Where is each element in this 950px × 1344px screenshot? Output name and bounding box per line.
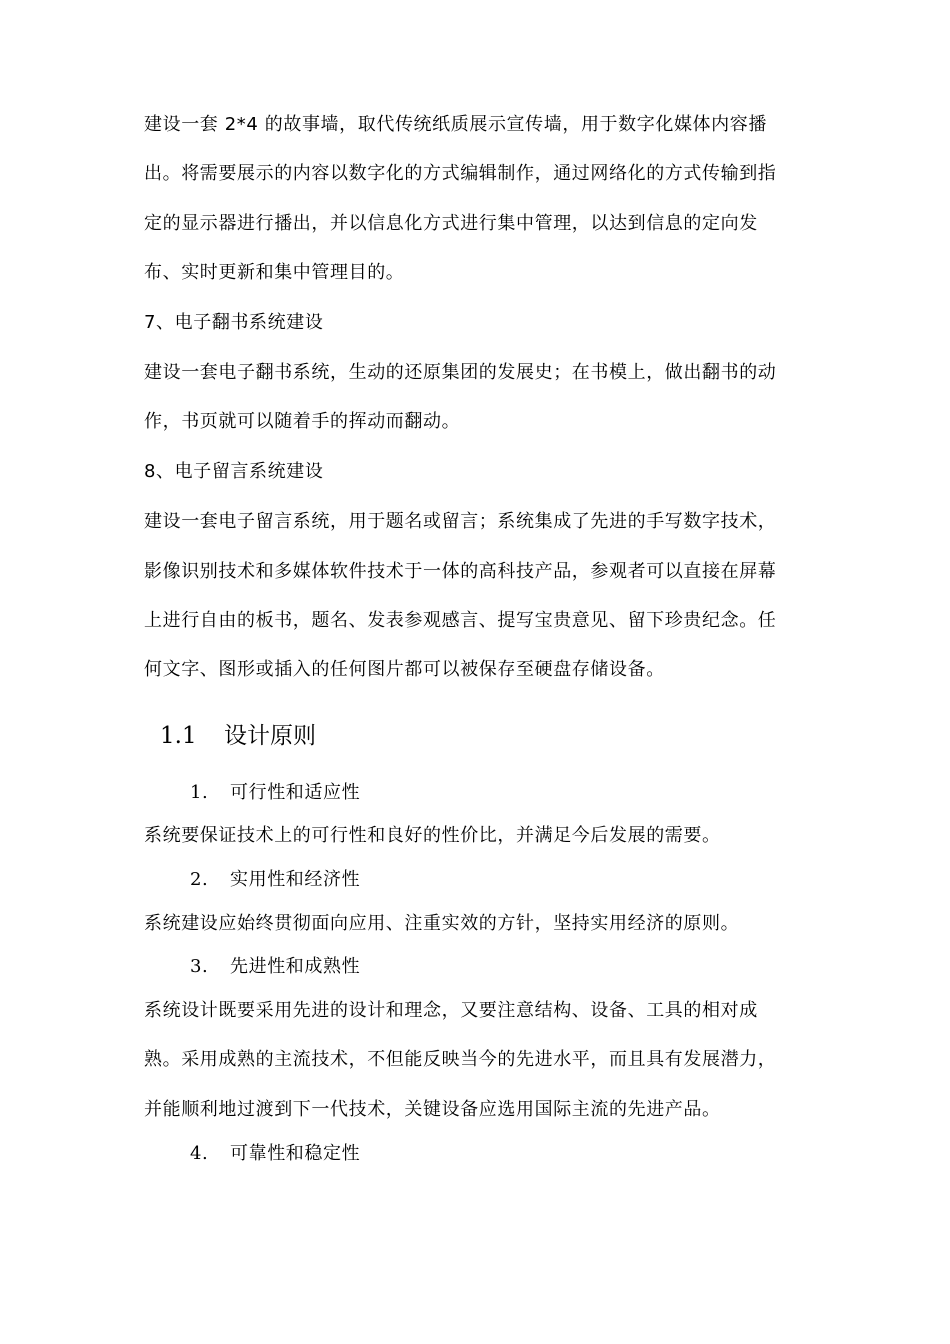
paragraph-line: 熟。采用成熟的主流技术，不但能反映当今的先进水平，而且具有发展潜力， (144, 1049, 777, 1070)
paragraph-line: 并能顺利地过渡到下一代技术，关键设备应选用国际主流的先进产品。 (144, 1099, 721, 1120)
item-7-title: 7、电子翻书系统建设 (144, 312, 324, 333)
principle-title (190, 955, 360, 979)
section-number: 1.1 (160, 723, 197, 749)
section-heading (160, 722, 316, 750)
principle-title (190, 781, 360, 805)
principle-number: 4. (190, 1143, 209, 1164)
paragraph-line: 布、实时更新和集中管理目的。 (144, 262, 405, 283)
principle-number: 3. (190, 956, 209, 977)
paragraph-line: 出。将需要展示的内容以数字化的方式编辑制作，通过网络化的方式传输到指 (144, 163, 777, 184)
principle-label: 实用性和经济性 (230, 869, 361, 890)
item-8-title: 8、电子留言系统建设 (144, 461, 324, 482)
paragraph-line: 作，书页就可以随着手的挥动而翻动。 (144, 411, 461, 432)
principle-number: 1. (190, 782, 209, 803)
principle-label: 可靠性和稳定性 (230, 1143, 361, 1164)
paragraph-line: 系统设计既要采用先进的设计和理念，又要注意结构、设备、工具的相对成 (144, 1000, 758, 1021)
principle-title (190, 868, 360, 892)
principle-label: 可行性和适应性 (230, 782, 361, 803)
paragraph-line: 建设一套 2*4 的故事墙，取代传统纸质展示宣传墙，用于数字化媒体内容播 (144, 114, 767, 135)
paragraph-line: 上进行自由的板书，题名、发表参观感言、提写宝贵意见、留下珍贵纪念。任 (144, 610, 777, 631)
principle-title (190, 1142, 360, 1166)
paragraph-line: 系统要保证技术上的可行性和良好的性价比，并满足今后发展的需要。 (144, 825, 721, 846)
paragraph-line: 影像识别技术和多媒体软件技术于一体的高科技产品，参观者可以直接在屏幕 (144, 561, 777, 582)
paragraph-line: 何文字、图形或插入的任何图片都可以被保存至硬盘存储设备。 (144, 659, 665, 680)
paragraph-line: 建设一套电子翻书系统，生动的还原集团的发展史；在书模上，做出翻书的动 (144, 362, 777, 383)
paragraph-line: 建设一套电子留言系统，用于题名或留言；系统集成了先进的手写数字技术， (144, 511, 777, 532)
paragraph-line: 定的显示器进行播出，并以信息化方式进行集中管理，以达到信息的定向发 (144, 213, 758, 234)
section-title: 设计原则 (224, 723, 316, 749)
principle-label: 先进性和成熟性 (230, 956, 361, 977)
principle-number: 2. (190, 869, 209, 890)
paragraph-line: 系统建设应始终贯彻面向应用、注重实效的方针，坚持实用经济的原则。 (144, 913, 740, 934)
